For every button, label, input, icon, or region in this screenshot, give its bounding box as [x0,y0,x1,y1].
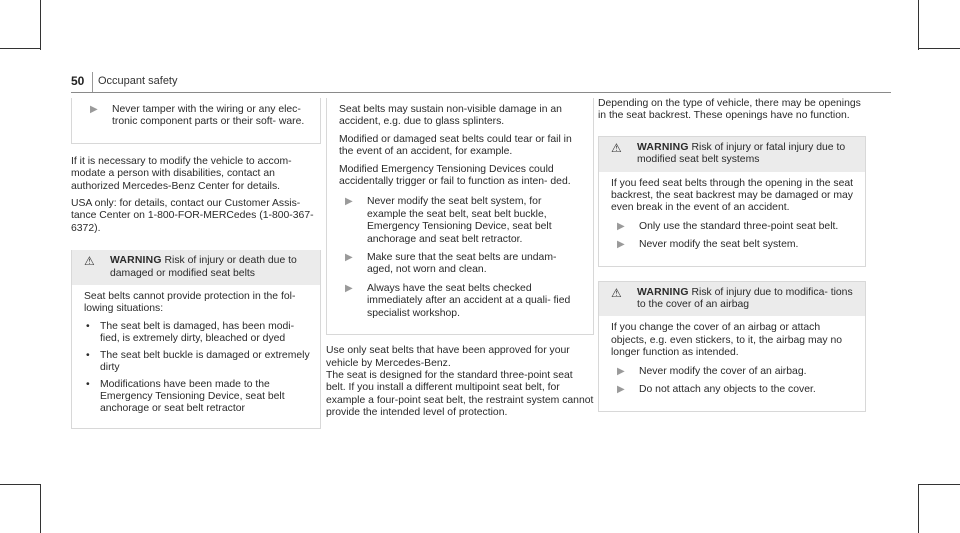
crop-mark [40,484,41,533]
paragraph: Seat belts may sustain non-visible damage in an accident, e.g. due to glass splinters. [339,104,562,128]
paragraph: Modified or damaged seat belts could tear or fail in the event of an accident, for example. [339,133,572,158]
list-item: ▶ Always have the seat belts checked immediately after an accident at a quali- fied specialist workshop. [339,283,583,320]
paragraph: Depending on the type of vehicle, there may be openings in the seat backrest. These openings have no function. [598,98,861,122]
warning-box [71,250,321,428]
bullet-dot-icon: • [86,320,90,332]
list-item: ▶ Only use the standard three-point seat belt. [611,221,857,233]
header-separator [92,72,93,92]
list-item: ▶ Do not attach any objects to the cover. [611,384,857,396]
play-arrow-icon: ▶ [90,104,98,115]
list-item: ▶ Never modify the cover of an airbag. [611,366,857,378]
warning-triangle-icon: ⚠ [611,285,622,300]
column-1 [71,98,321,429]
warning-triangle-icon: ⚠ [611,140,622,155]
warning-triangle-icon: ⚠ [84,254,95,269]
list-item: • Modifications have been made to the Emergency Tensioning Device, seat belt anchorage or seat belt retractor [86,378,285,415]
play-arrow-icon: ▶ [617,220,625,232]
warning-intro: Seat belts cannot provide protection in the fol- lowing situations: [84,291,296,315]
play-arrow-icon: ▶ [617,384,625,396]
list-item: ▶ Never tamper with the wiring or any elec- tronic component parts or their soft- ware. [84,104,310,129]
crop-mark [918,0,919,50]
warning-label: WARNING [637,141,689,153]
warning-body: If you change the cover of an airbag or attach objects, e.g. even stickers, to it, the airbag may no longer function as intended. [611,322,843,359]
warning-box [598,281,866,412]
crop-mark [40,0,41,50]
warning-box [598,136,866,267]
list-item: ▶ Make sure that the seat belts are undam- aged, not worn and clean. [339,252,583,277]
list-item: ▶ Never modify the seat belt system. [611,239,857,251]
list-item: • The seat belt is damaged, has been modi- fied, is extremely dirty, bleached or dyed [86,320,295,345]
play-arrow-icon: ▶ [617,365,625,377]
crop-mark [918,484,919,533]
paragraph: USA only: for details, contact our Customer Assis- tance Center on 1-800-FOR-MERCedes (1-800-367-6372). [71,198,314,234]
bullet-dot-icon: • [86,378,90,390]
play-arrow-icon: ▶ [617,239,625,251]
warning-title: Risk of injury or fatal injury due to modified seat belt systems [637,141,846,166]
play-arrow-icon: ▶ [345,252,353,264]
play-arrow-icon: ▶ [345,196,353,208]
column-3 [598,98,866,412]
header-rule [71,92,891,93]
warning-label: WARNING [637,286,689,298]
crop-mark [918,484,960,485]
seat-belt-box [326,98,594,335]
paragraph: Modified Emergency Tensioning Devices could accidentally trigger or fail to function as inten- ded. [339,163,571,188]
column-2 [326,98,594,425]
warning-body: If you feed seat belts through the opening in the seat backrest, the seat backrest may be damaged or may even break in the event of an accident. [611,177,854,214]
tamper-box [71,98,321,144]
section-title: Occupant safety [98,75,178,87]
crop-mark [0,48,40,49]
paragraph: Use only seat belts that have been approved for your vehicle by Mercedes-Benz. [326,345,570,369]
paragraph: If it is necessary to modify the vehicle to accom- modate a person with disabilities, contact an authorized Mercedes-Benz Center for details. [71,155,292,192]
crop-mark [0,484,40,485]
list-item: • The seat belt buckle is damaged or extremely dirty [86,349,310,374]
bullet-dot-icon: • [86,349,90,361]
play-arrow-icon: ▶ [345,282,353,294]
warning-title: Risk of injury due to modifica- tions to the cover of an airbag [637,286,853,311]
page-number: 50 [71,74,85,88]
list-item: ▶ Never modify the seat belt system, for example the seat belt, seat belt buckle, Emergency Tensioning Device, seat belt anchorage and seat belt retractor. [339,196,583,246]
crop-mark [918,48,960,49]
paragraph: The seat is designed for the standard three-point seat belt. If you install a different multipoint seat belt, for example a four-point seat belt, the restraint system cannot provide the intended level of protection. [326,369,594,419]
warning-label: WARNING [110,255,162,267]
warning-title: Risk of injury or death due to damaged or modified seat belts [110,255,297,279]
